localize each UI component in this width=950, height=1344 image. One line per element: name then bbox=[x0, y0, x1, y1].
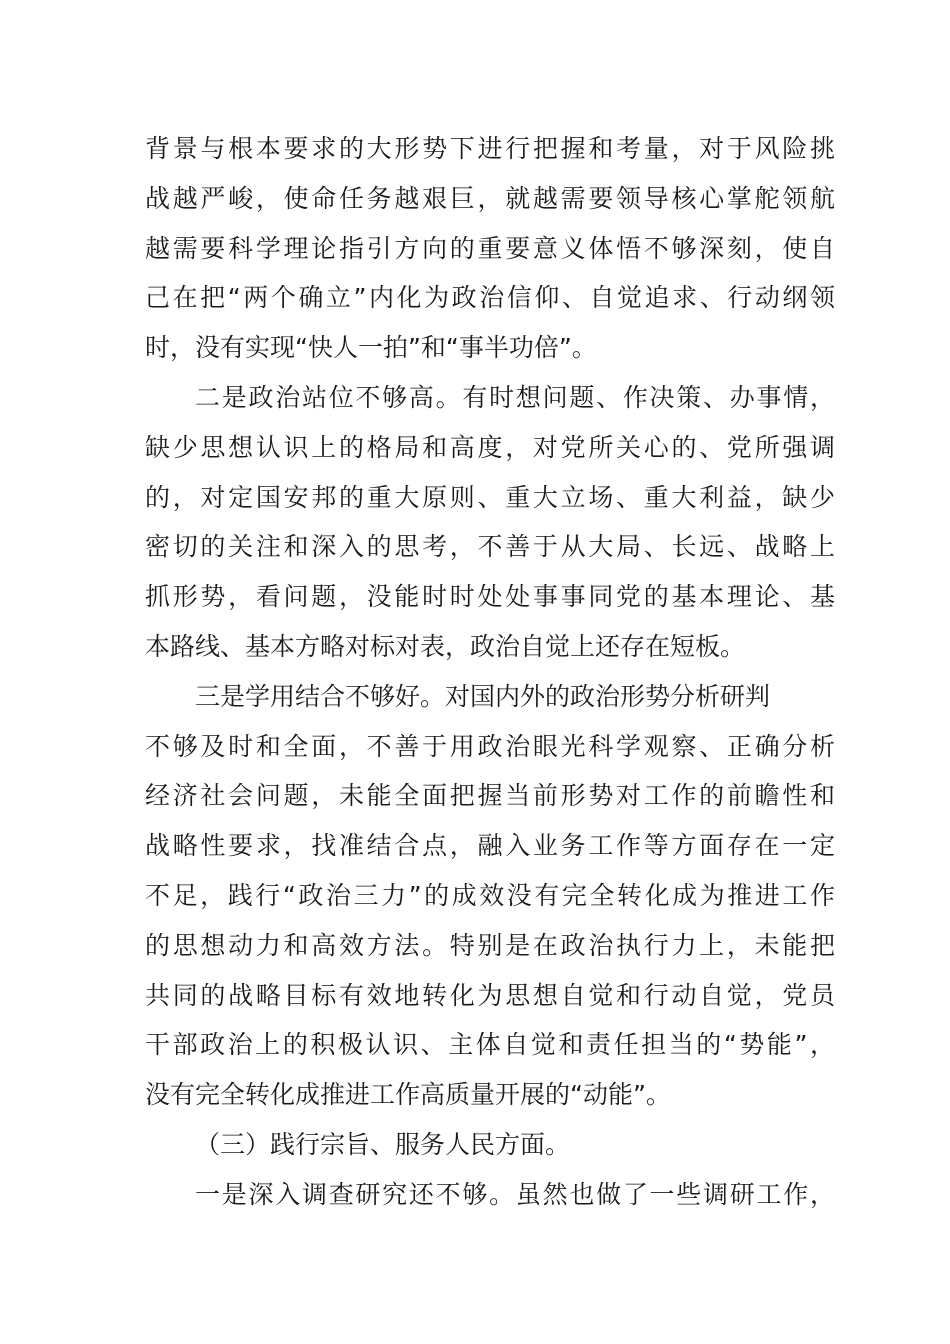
text-line: 本路线、基本方略对标对表，政治自觉上还存在短板。 bbox=[145, 631, 746, 661]
text-line: 己在把“两个确立”内化为政治信仰、自觉追求、行动纲领 bbox=[145, 283, 835, 313]
text-line: 共同的战略目标有效地转化为思想自觉和行动自觉，党员 bbox=[145, 980, 835, 1010]
text-line: 不足，践行“政治三力”的成效没有完全转化成为推进工作 bbox=[145, 880, 835, 910]
text-line: 缺少思想认识上的格局和高度，对党所关心的、党所强调 bbox=[145, 432, 835, 462]
paragraph-heading-line: 一是深入调查研究还不够。虽然也做了一些调研工作， bbox=[195, 1179, 835, 1209]
text-line: 不够及时和全面，不善于用政治眼光科学观察、正确分析 bbox=[145, 731, 835, 761]
text-line: 抓形势，看问题，没能时时处处事事同党的基本理论、基 bbox=[145, 582, 835, 612]
paragraph-heading-line: 三是学用结合不够好。对国内外的政治形势分析研判 bbox=[195, 681, 771, 711]
document-body bbox=[145, 124, 835, 1220]
text-line: 战略性要求，找准结合点，融入业务工作等方面存在一定 bbox=[145, 831, 835, 861]
text-line: 战越严峻，使命任务越艰巨，就越需要领导核心掌舵领航 bbox=[145, 183, 835, 213]
text-line: 干部政治上的积极认识、主体自觉和责任担当的“势能”， bbox=[145, 1030, 835, 1060]
text-line: 越需要科学理论指引方向的重要意义体悟不够深刻，使自 bbox=[145, 233, 835, 263]
text-line: 密切的关注和深入的思考，不善于从大局、长远、战略上 bbox=[145, 532, 835, 562]
text-line: 的思想动力和高效方法。特别是在政治执行力上，未能把 bbox=[145, 930, 835, 960]
paragraph-heading-line: 二是政治站位不够高。有时想问题、作决策、办事情， bbox=[195, 382, 835, 412]
text-line: 时，没有实现“快人一拍”和“事半功倍”。 bbox=[145, 333, 597, 363]
text-line: 背景与根本要求的大形势下进行把握和考量，对于风险挑 bbox=[145, 134, 835, 163]
section-heading: （三）践行宗旨、服务人民方面。 bbox=[195, 1129, 571, 1159]
text-line: 经济社会问题，未能全面把握当前形势对工作的前瞻性和 bbox=[145, 781, 835, 811]
text-line: 的，对定国安邦的重大原则、重大立场、重大利益，缺少 bbox=[145, 482, 835, 512]
text-line: 没有完全转化成推进工作高质量开展的“动能”。 bbox=[145, 1080, 671, 1110]
